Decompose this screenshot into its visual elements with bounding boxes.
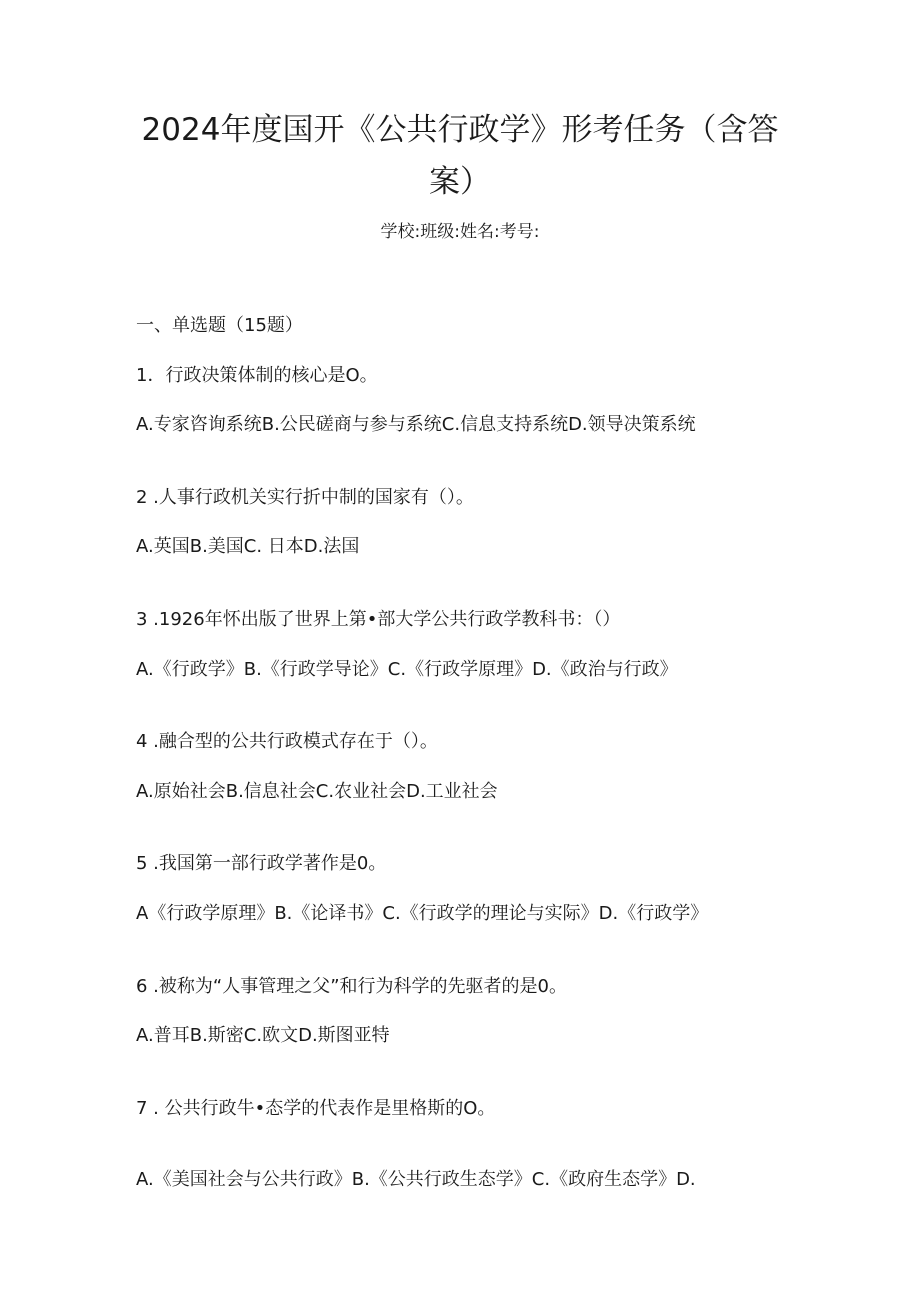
student-info-line: 学校:班级:姓名:考号: [380, 222, 540, 242]
question-stem: 7 . 公共行政牛•态学的代表作是里格斯的O。 [136, 1098, 496, 1119]
question-stem: 1．行政决策体制的核心是O。 [136, 365, 378, 386]
document-title: 2024年度国开《公共行政学》形考任务（含答案） [141, 112, 779, 200]
question-options: A.专家咨询系统B.公民磋商与参与系统C.信息支持系统D.领导决策系统 [136, 414, 696, 435]
question-options: A.《行政学》B.《行政学导论》C.《行政学原理》D.《政治与行政》 [136, 659, 678, 680]
question-options: A《行政学原理》B.《论译书》C.《行政学的理论与实际》D.《行政学》 [136, 903, 709, 924]
question-options: A.普耳B.斯密C.欧文D.斯图亚特 [136, 1025, 390, 1046]
question-stem: 4 .融合型的公共行政模式存在于（）。 [136, 731, 438, 752]
question-stem: 2 .人事行政机关实行折中制的国家有（）。 [136, 487, 474, 508]
question-stem: 3 .1926年怀出版了世界上第•部大学公共行政学教科书：（） [136, 609, 621, 630]
question-stem: 5 .我国第一部行政学著作是0。 [136, 853, 387, 874]
section-heading: 一、单选题（15题） [136, 315, 303, 336]
question-options: A.原始社会B.信息社会C.农业社会D.工业社会 [136, 781, 498, 802]
question-options: A.《美国社会与公共行政》B.《公共行政生态学》C.《政府生态学》D. [136, 1169, 696, 1190]
question-stem: 6 .被称为“人事管理之父”和行为科学的先驱者的是0。 [136, 976, 567, 997]
question-options: A.英国B.美国C. 日本D.法国 [136, 536, 360, 557]
